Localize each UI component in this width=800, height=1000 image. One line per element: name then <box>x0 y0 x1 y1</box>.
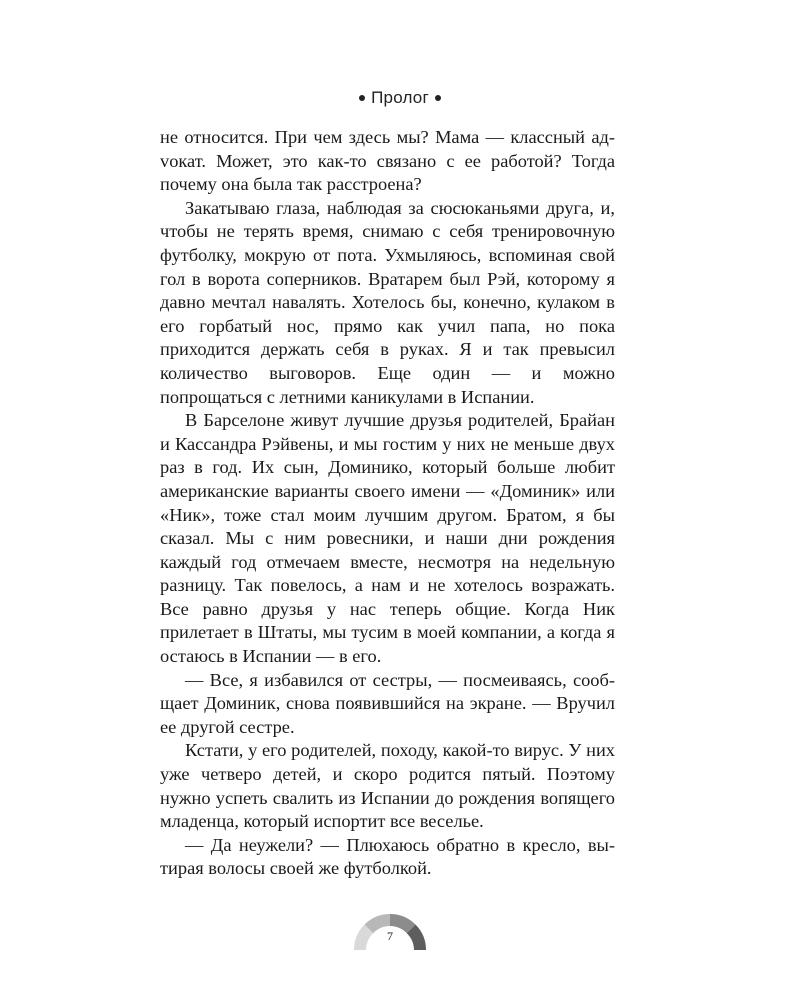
paragraph: Кстати, у его родителей, походу, какой-то вирус. У них уже четверо детей, и скоро родится пятый. Поэтому нужно успеть свалить из Испании до рождения вопящего младенца, который испортит все веселье. <box>160 740 615 832</box>
body-text <box>160 126 615 881</box>
paragraph: Закатываю глаза, наблюдая за сюсюканьями друга, и, чтобы не терять время, снимаю с себя тренировочную футболку, мокрую от пота. Ухмыляюсь, вспоминая свой гол в ворота соперников. Вратарем был Рэй, которому я давно мечтал навалять. Хотелось бы, конечно, кулаком в его горбатый нос, прямо как учил папа, но пока приходится держать себя в руках. Я и так превысил количество выговоров. Еще один — и можно попрощаться с летними каникулами в Испании. <box>160 197 615 407</box>
bullet-left <box>359 95 365 101</box>
paragraph: — Да неужели? — Плюхаюсь обратно в кресло, вытирая волосы своей же футболкой. <box>160 834 615 879</box>
paragraph: — Все, я избавился от сестры, — посмеиваясь, сообщает Доминик, снова появившийся на экране. — Вручил ее другой сестре. <box>160 669 615 737</box>
running-head <box>0 88 800 108</box>
chapter-title: Пролог <box>371 88 429 107</box>
bullet-right <box>435 95 441 101</box>
page-folio <box>352 912 428 950</box>
paragraph: не относится. При чем здесь мы? Мама — классный адvокат. Может, это как-то связано с ее работой? Тогда почему она была так расстроена? <box>160 127 615 195</box>
paragraph: В Барселоне живут лучшие друзья родителей, Брайан и Кассандра Рэйвены, и мы гостим у них не меньше двух раз в год. Их сын, Доминико, который больше любит американские варианты своего имени — «Доминик» или «Ник», тоже стал моим лучшим другом. Братом, я бы сказал. Мы с ним ровесники, и наши дни рождения каждый год отмечаем вместе, несмотря на недельную разницу. Так повелось, а нам и не хотелось возражать. Все равно друзья у нас теперь общие. Когда Ник прилетает в Штаты, мы тусим в моей компании, а когда я остаюсь в Испании — в его. <box>160 410 615 667</box>
page-number: 7 <box>387 929 393 943</box>
